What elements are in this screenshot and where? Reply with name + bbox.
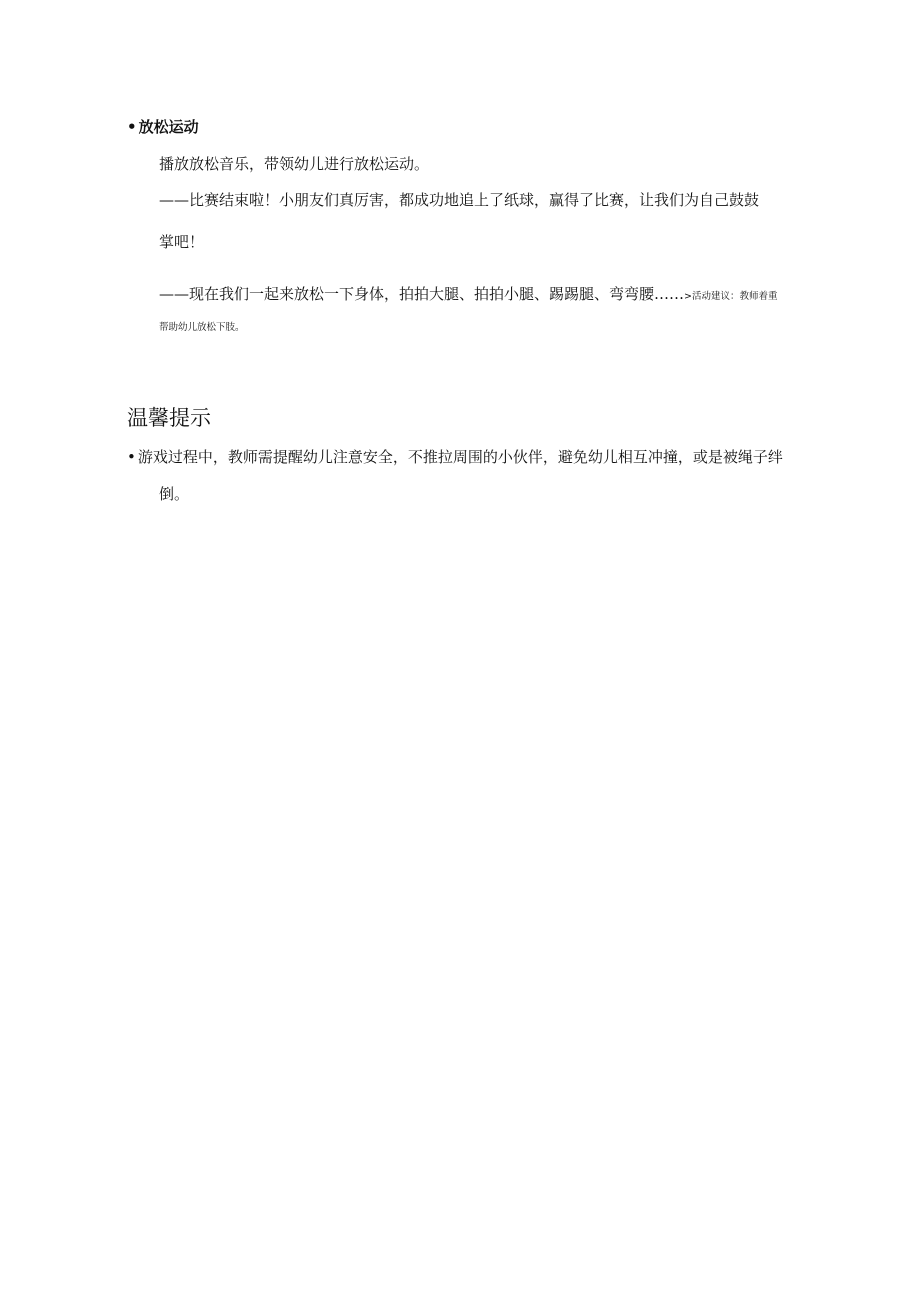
relax-line-2: ——比赛结束啦！小朋友们真厉害，都成功地追上了纸球，赢得了比赛，让我们为自己鼓鼓: [159, 191, 760, 209]
tips-heading: 温馨提示: [127, 406, 211, 430]
bullet-icon: •: [127, 118, 137, 136]
activity-suggestion-note-cont: 帮助幼儿放松下肢。: [159, 322, 245, 333]
relax-section-title: 放松运动: [138, 118, 199, 136]
tips-line-1: [127, 447, 783, 467]
relax-line-1: 播放放松音乐，带领幼儿进行放松运动。: [159, 155, 430, 173]
bullet-icon: •: [127, 448, 136, 466]
activity-suggestion-note: >活动建议：教师着重: [684, 291, 778, 302]
relax-line-4-text: ——现在我们一起来放松一下身体，拍拍大腿、拍拍小腿、踢踢腿、弯弯腰……: [159, 285, 685, 303]
relax-section-heading: [127, 117, 199, 137]
relax-line-3: 掌吧！: [159, 233, 205, 251]
tips-line-2: 倒。: [159, 485, 190, 503]
tips-line-1-text: 游戏过程中，教师需提醒幼儿注意安全，不推拉周围的小伙伴，避免幼儿相互冲撞，或是被绳子绊: [137, 448, 783, 466]
relax-line-4: [159, 284, 777, 307]
